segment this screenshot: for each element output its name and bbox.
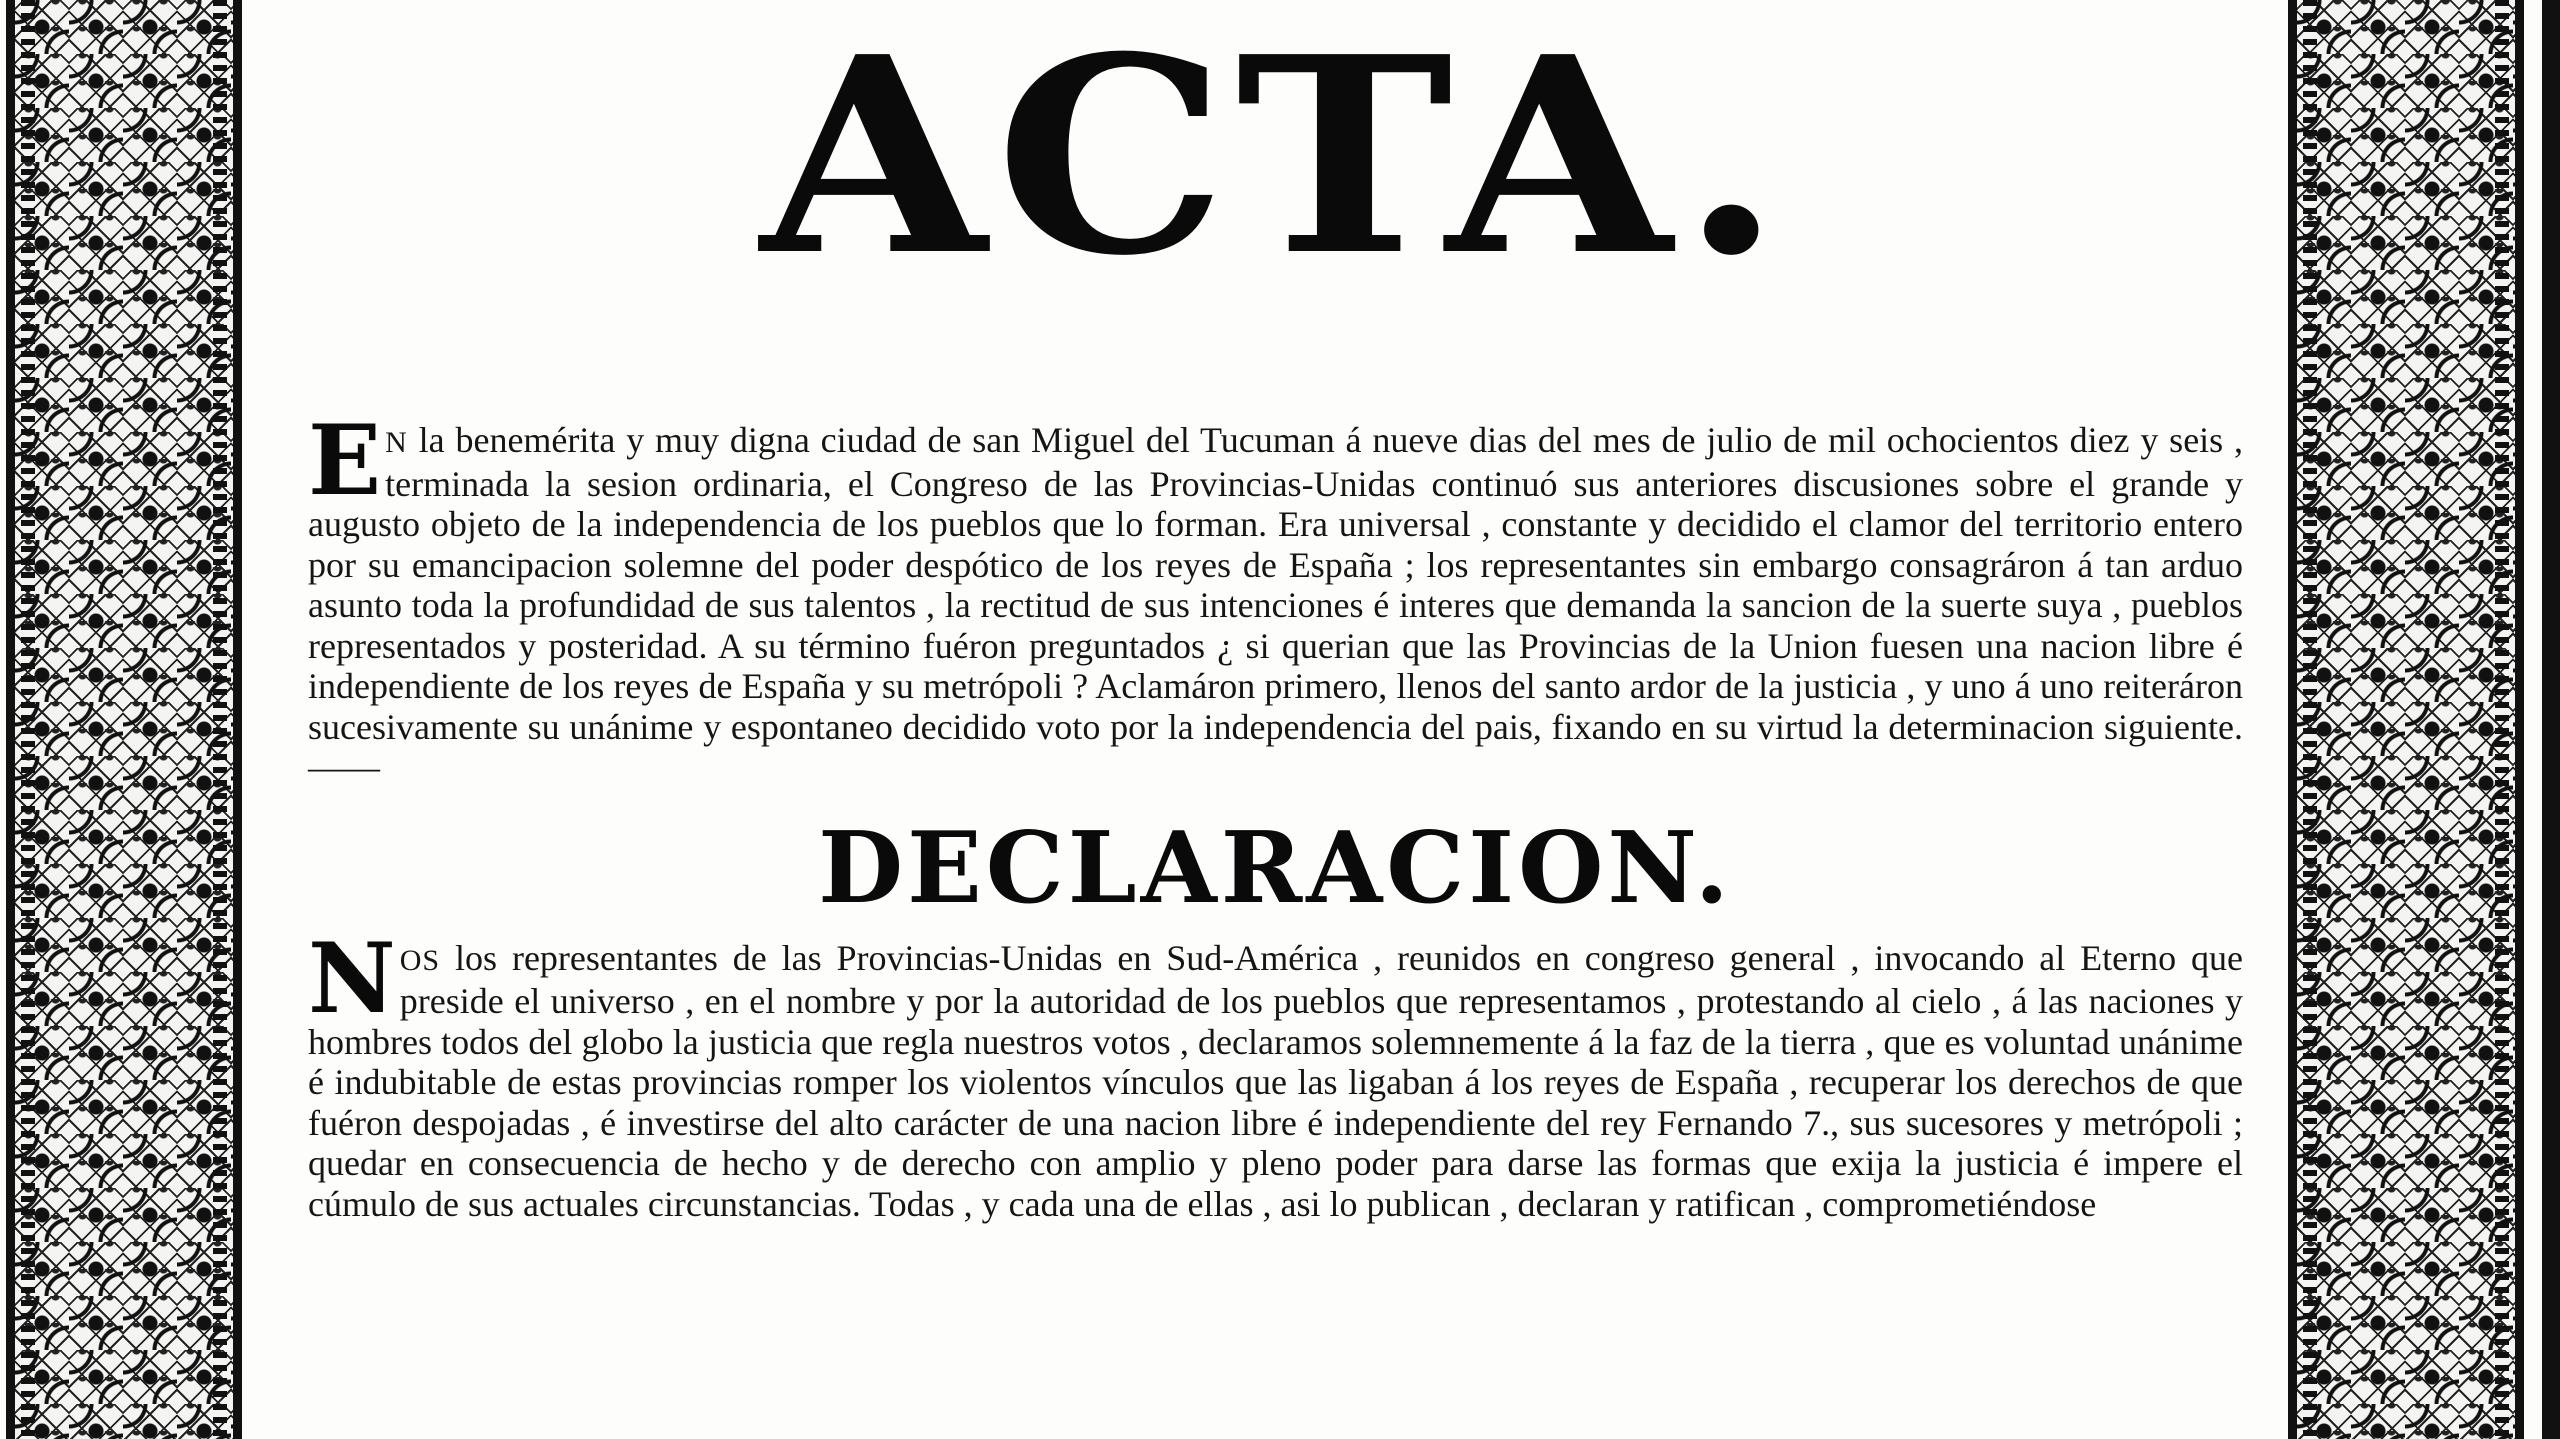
paragraph-lead: OS (399, 943, 441, 977)
acta-paragraph (308, 404, 2244, 788)
declaration-paragraph-text: los representantes de las Provincias-Unidas en Sud-América , reunidos en congreso general , invocando al Eterno que preside el universo , en el nombre y por la autoridad de los pueblos que representamos , protestando al cielo , á las naciones y hombres todos del globo la justicia que regla nuestros votos , declaramos solemnemente á la faz de la tierra , que es voluntad unánime é indubitable de estas provincias romper los violentos vínculos que las ligaban á los reyes de España , recuperar los derechos de que fuéron despojadas , é investirse del alto carácter de una nacion libre é independiente del rey Fernando 7., sus sucesores y metrópoli ; quedar en consecuencia de hecho y de derecho con amplio y pleno poder para darse las formas que exija la justicia é impere el cúmulo de sus actuales circunstancias. Todas , y cada una de ellas , asi lo publican , declaran y ratifican , comprometiéndose (308, 937, 2244, 1224)
ornamental-border-left (6, 0, 242, 1439)
page-edge-right (2542, 0, 2560, 1439)
ornamental-border-right (2288, 0, 2524, 1439)
declaration-paragraph (308, 921, 2244, 1225)
declaration-heading: DECLARACION. (818, 810, 1733, 926)
document-body (308, 0, 2243, 1224)
paragraph-lead: N (385, 426, 408, 459)
dropcap-n: N (308, 921, 396, 1035)
document-title: ACTA. (760, 0, 1791, 315)
dropcap-e: E (308, 404, 382, 517)
acta-paragraph-text: la benemérita y muy digna ciudad de san Miguel del Tucuman á nueve dias del mes de julio de mil ochocientos diez y seis , terminada la sesion ordinaria, el Congreso de las Provincias-Unidas continuó sus anteriores discusiones sobre el grande y augusto objeto de la independencia de los pueblos que lo forman. Era universal , constante y decidido el clamor del territorio entero por su emancipacion solemne del poder despótico de los reyes de España ; los representantes sin embargo consagráron á tan arduo asunto toda la profundidad de sus talentos , la rectitud de sus intenciones é interes que demanda la sancion de la suerte suya , pueblos representados y posteridad. A su término fuéron preguntados ¿ si querian que las Provincias de la Union fuesen una nacion libre é independiente de los reyes de España y su metrópoli ? Aclamáron primero, llenos del santo ardor de la justicia , y uno á uno reiteráron sucesivamente su unánime y espontaneo decidido voto por la independencia del pais, fixando en su virtud la determinacion siguiente. —— (308, 420, 2244, 787)
